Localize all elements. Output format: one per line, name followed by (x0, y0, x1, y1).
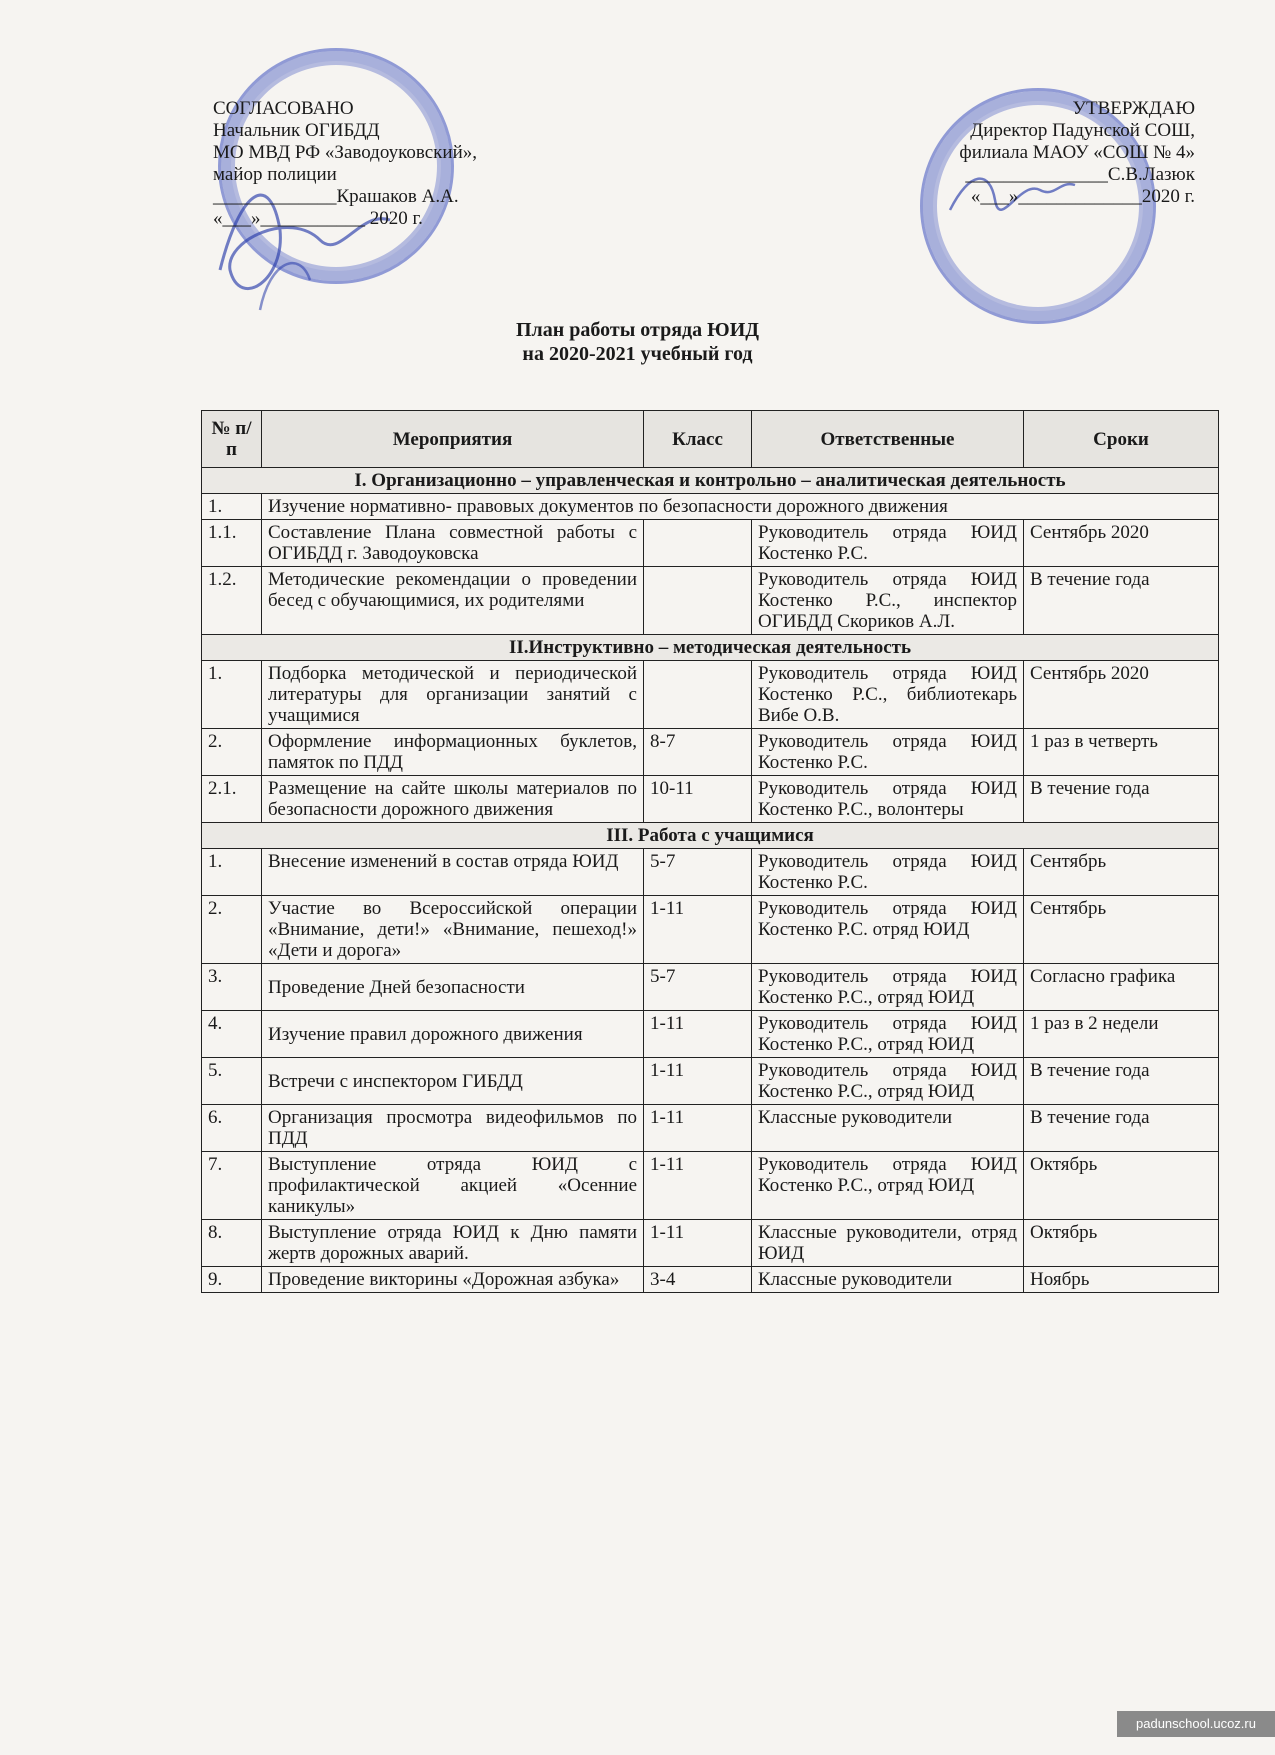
cell-grade: 10-11 (644, 776, 752, 823)
cell-event: Подборка методической и периодической литературы для организации занятий с учащимися (262, 661, 644, 729)
section-header-row (202, 635, 1219, 661)
site-watermark: padunschool.ucoz.ru (1117, 1711, 1275, 1737)
agreed-line-2: Начальник ОГИБДД (213, 120, 380, 141)
cell-event: Организация просмотра видеофильмов по ПДД (262, 1105, 644, 1152)
cell-grade: 1-11 (644, 1105, 752, 1152)
agreed-line-3: МО МВД РФ «Заводоуковский», (213, 142, 477, 163)
cell-num: 4. (202, 1011, 262, 1058)
cell-event: Размещение на сайте школы материалов по безопасности дорожного движения (262, 776, 644, 823)
cell-event: Изучение правил дорожного движения (262, 1011, 644, 1058)
cell-grade: 5-7 (644, 849, 752, 896)
table-row (202, 567, 1219, 635)
agreed-line-1: СОГЛАСОВАНО (213, 98, 354, 119)
agreed-line-6: «___»___________ 2020 г. (213, 208, 423, 229)
cell-responsible: Руководитель отряда ЮИД Костенко Р.С., отряд ЮИД (752, 1011, 1024, 1058)
section-title: III. Работа с учащимися (202, 823, 1219, 849)
cell-responsible: Руководитель отряда ЮИД Костенко Р.С., отряд ЮИД (752, 1152, 1024, 1220)
approved-line-3: филиала МАОУ «СОШ № 4» (959, 142, 1195, 163)
approval-block-approved (755, 98, 1195, 208)
table-row (202, 776, 1219, 823)
work-plan-table (201, 410, 1219, 1293)
table-row (202, 1011, 1219, 1058)
cell-dates: Октябрь (1024, 1220, 1219, 1267)
header-num: № п/п (202, 411, 262, 468)
cell-responsible: Руководитель отряда ЮИД Костенко Р.С., инспектор ОГИБДД Скориков А.Л. (752, 567, 1024, 635)
cell-dates: Сентябрь 2020 (1024, 661, 1219, 729)
cell-event: Составление Плана совместной работы с ОГИБДД г. Заводоуковска (262, 520, 644, 567)
cell-dates: 1 раз в четверть (1024, 729, 1219, 776)
approved-line-5: «___»_____________2020 г. (970, 186, 1195, 207)
approved-line-2: Директор Падунской СОШ, (970, 120, 1195, 141)
cell-event: Оформление информационных буклетов, памяток по ПДД (262, 729, 644, 776)
document-title (0, 318, 1275, 366)
cell-responsible: Руководитель отряда ЮИД Костенко Р.С. (752, 520, 1024, 567)
cell-grade (644, 661, 752, 729)
agreed-line-4: майор полиции (213, 164, 337, 185)
cell-dates: В течение года (1024, 567, 1219, 635)
table-row (202, 661, 1219, 729)
cell-dates: Сентябрь 2020 (1024, 520, 1219, 567)
approved-line-4: _______________С.В.Лазюк (965, 164, 1195, 185)
cell-event: Внесение изменений в состав отряда ЮИД (262, 849, 644, 896)
cell-responsible: Руководитель отряда ЮИД Костенко Р.С. (752, 849, 1024, 896)
header-dates: Сроки (1024, 411, 1219, 468)
table-row (202, 520, 1219, 567)
cell-responsible: Классные руководители (752, 1105, 1024, 1152)
table-row (202, 729, 1219, 776)
cell-grade (644, 520, 752, 567)
cell-event: Участие во Всероссийской операции «Внимание, дети!» «Внимание, пешеход!» «Дети и дорога» (262, 896, 644, 964)
table-row (202, 964, 1219, 1011)
cell-responsible: Руководитель отряда ЮИД Костенко Р.С. отряд ЮИД (752, 896, 1024, 964)
cell-num: 1. (202, 849, 262, 896)
cell-num: 8. (202, 1220, 262, 1267)
table-row (202, 1220, 1219, 1267)
cell-dates: Октябрь (1024, 1152, 1219, 1220)
table-header-row (202, 411, 1219, 468)
cell-num: 2.1. (202, 776, 262, 823)
cell-dates: Ноябрь (1024, 1267, 1219, 1293)
table-row (202, 1267, 1219, 1293)
cell-num: 7. (202, 1152, 262, 1220)
cell-grade: 1-11 (644, 1152, 752, 1220)
cell-num: 1. (202, 494, 262, 520)
cell-num: 9. (202, 1267, 262, 1293)
cell-num: 1.2. (202, 567, 262, 635)
cell-dates: Сентябрь (1024, 849, 1219, 896)
table-row (202, 494, 1219, 520)
cell-num: 3. (202, 964, 262, 1011)
cell-num: 1. (202, 661, 262, 729)
table-row (202, 896, 1219, 964)
cell-num: 1.1. (202, 520, 262, 567)
cell-responsible: Руководитель отряда ЮИД Костенко Р.С., волонтеры (752, 776, 1024, 823)
cell-dates: В течение года (1024, 1105, 1219, 1152)
header-grade: Класс (644, 411, 752, 468)
cell-dates: Согласно графика (1024, 964, 1219, 1011)
cell-responsible: Руководитель отряда ЮИД Костенко Р.С. (752, 729, 1024, 776)
cell-grade: 1-11 (644, 1011, 752, 1058)
approval-block-agreed (213, 98, 543, 230)
cell-grade: 1-11 (644, 1220, 752, 1267)
cell-grade: 8-7 (644, 729, 752, 776)
title-line-2: на 2020-2021 учебный год (522, 343, 753, 365)
table-body (202, 468, 1219, 1293)
table-row (202, 1058, 1219, 1105)
cell-grade: 3-4 (644, 1267, 752, 1293)
table-row (202, 1152, 1219, 1220)
section-header-row (202, 823, 1219, 849)
cell-responsible: Руководитель отряда ЮИД Костенко Р.С., библиотекарь Вибе О.В. (752, 661, 1024, 729)
title-line-1: План работы отряда ЮИД (515, 319, 760, 341)
cell-grade (644, 567, 752, 635)
section-title: I. Организационно – управленческая и контрольно – аналитическая деятельность (202, 468, 1219, 494)
cell-dates: Сентябрь (1024, 896, 1219, 964)
cell-grade: 1-11 (644, 896, 752, 964)
cell-event: Проведение Дней безопасности (262, 964, 644, 1011)
cell-grade: 5-7 (644, 964, 752, 1011)
agreed-line-5: _____________Крашаков А.А. (213, 186, 459, 207)
cell-responsible: Классные руководители, отряд ЮИД (752, 1220, 1024, 1267)
cell-num: 2. (202, 729, 262, 776)
cell-responsible: Руководитель отряда ЮИД Костенко Р.С., отряд ЮИД (752, 964, 1024, 1011)
header-event: Мероприятия (262, 411, 644, 468)
cell-num: 6. (202, 1105, 262, 1152)
cell-dates: В течение года (1024, 1058, 1219, 1105)
table-row (202, 1105, 1219, 1152)
table-row (202, 849, 1219, 896)
cell-responsible: Руководитель отряда ЮИД Костенко Р.С., отряд ЮИД (752, 1058, 1024, 1105)
cell-num: 2. (202, 896, 262, 964)
cell-responsible: Классные руководители (752, 1267, 1024, 1293)
cell-event: Методические рекомендации о проведении бесед с обучающимися, их родителями (262, 567, 644, 635)
cell-event: Изучение нормативно- правовых документов по безопасности дорожного движения (262, 494, 1219, 520)
section-header-row (202, 468, 1219, 494)
cell-event: Выступление отряда ЮИД к Дню памяти жертв дорожных аварий. (262, 1220, 644, 1267)
cell-num: 5. (202, 1058, 262, 1105)
header-responsible: Ответственные (752, 411, 1024, 468)
approved-line-1: УТВЕРЖДАЮ (1072, 98, 1195, 119)
cell-event: Выступление отряда ЮИД с профилактической акцией «Осенние каникулы» (262, 1152, 644, 1220)
cell-dates: В течение года (1024, 776, 1219, 823)
section-title: II.Инструктивно – методическая деятельность (202, 635, 1219, 661)
cell-grade: 1-11 (644, 1058, 752, 1105)
cell-dates: 1 раз в 2 недели (1024, 1011, 1219, 1058)
cell-event: Проведение викторины «Дорожная азбука» (262, 1267, 644, 1293)
cell-event: Встречи с инспектором ГИБДД (262, 1058, 644, 1105)
